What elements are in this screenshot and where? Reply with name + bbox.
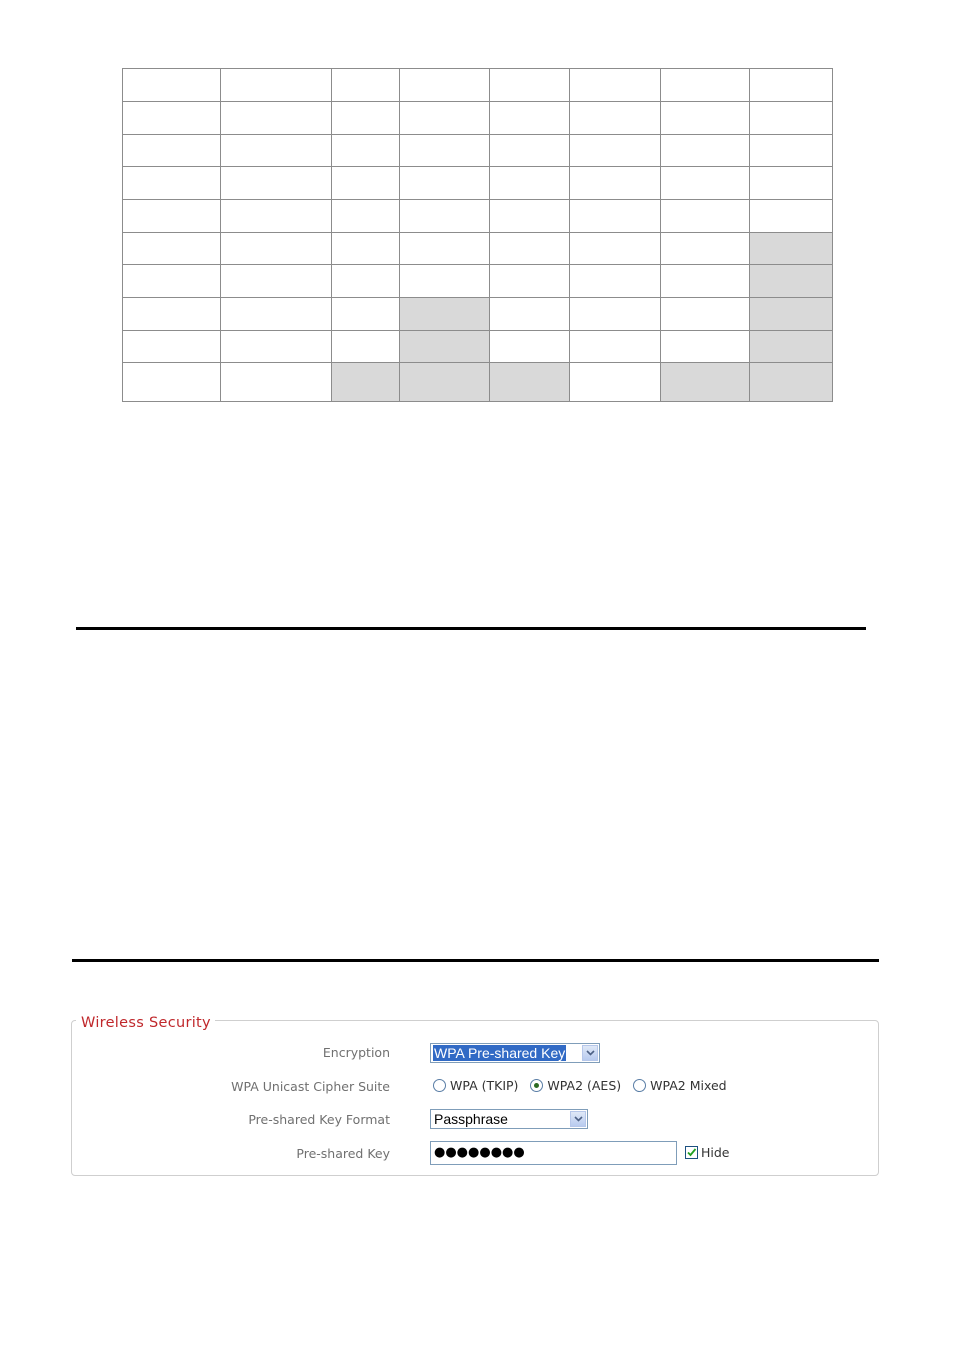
key-format-label: Pre-shared Key Format — [248, 1112, 390, 1127]
table-cell — [750, 135, 833, 167]
table-cell — [332, 298, 400, 331]
radio-button[interactable] — [433, 1079, 446, 1092]
table-cell — [400, 200, 490, 233]
table-cell — [750, 167, 833, 200]
table-cell — [123, 233, 221, 265]
table-row — [123, 298, 833, 331]
radio-label: WPA2 (AES) — [547, 1078, 622, 1093]
table-cell — [490, 298, 570, 331]
table-cell — [661, 102, 750, 135]
table-cell — [490, 265, 570, 298]
hide-checkbox[interactable] — [685, 1146, 698, 1159]
table-cell — [400, 69, 490, 102]
table-cell — [332, 135, 400, 167]
chevron-down-icon[interactable] — [570, 1111, 586, 1127]
table-cell — [332, 331, 400, 363]
radio-button[interactable] — [530, 1079, 543, 1092]
table-cell — [221, 265, 332, 298]
table-cell — [400, 331, 490, 363]
table-cell — [123, 135, 221, 167]
table-cell — [221, 363, 332, 402]
table-cell — [123, 363, 221, 402]
chevron-down-icon[interactable] — [582, 1045, 598, 1061]
table-cell — [570, 265, 661, 298]
table-row — [123, 167, 833, 200]
table-cell — [661, 331, 750, 363]
table-cell — [490, 102, 570, 135]
table-cell — [123, 102, 221, 135]
table-cell — [661, 135, 750, 167]
table-cell — [400, 135, 490, 167]
table-cell — [221, 200, 332, 233]
table-cell — [750, 265, 833, 298]
table-cell — [332, 265, 400, 298]
table-cell — [490, 200, 570, 233]
table-cell — [221, 233, 332, 265]
table-cell — [661, 363, 750, 402]
table-cell — [332, 102, 400, 135]
horizontal-rule-1 — [76, 627, 866, 630]
table-cell — [221, 102, 332, 135]
table-cell — [570, 298, 661, 331]
table-cell — [400, 167, 490, 200]
table-cell — [570, 233, 661, 265]
table-cell — [490, 167, 570, 200]
wireless-security-panel — [71, 1015, 879, 1176]
grid-table — [122, 68, 833, 402]
radio-button[interactable] — [633, 1079, 646, 1092]
table-cell — [570, 167, 661, 200]
table-cell — [221, 298, 332, 331]
table-cell — [123, 167, 221, 200]
cipher-suite-radio-group — [433, 1078, 735, 1095]
table-cell — [221, 135, 332, 167]
table-cell — [750, 363, 833, 402]
table-cell — [661, 298, 750, 331]
table-cell — [750, 102, 833, 135]
table-row — [123, 135, 833, 167]
table-cell — [123, 298, 221, 331]
table-cell — [123, 200, 221, 233]
cipher-suite-label: WPA Unicast Cipher Suite — [231, 1079, 390, 1094]
radio-option-wpa2-mixed[interactable] — [633, 1078, 726, 1093]
hide-checkbox-wrap[interactable] — [685, 1145, 730, 1160]
table-cell — [332, 363, 400, 402]
table-cell — [400, 233, 490, 265]
table-cell — [332, 233, 400, 265]
table-cell — [570, 200, 661, 233]
table-cell — [661, 200, 750, 233]
radio-label: WPA (TKIP) — [450, 1078, 519, 1093]
table-cell — [570, 69, 661, 102]
key-format-select[interactable] — [430, 1109, 588, 1129]
table-cell — [400, 265, 490, 298]
panel-title: Wireless Security — [76, 1015, 215, 1031]
table-cell — [490, 363, 570, 402]
table-cell — [221, 167, 332, 200]
table-cell — [490, 331, 570, 363]
table-cell — [661, 233, 750, 265]
table-cell — [570, 135, 661, 167]
table-cell — [570, 102, 661, 135]
table-cell — [332, 200, 400, 233]
radio-option-wpa2-aes[interactable] — [530, 1078, 621, 1093]
table-row — [123, 265, 833, 298]
table-cell — [661, 69, 750, 102]
table-row — [123, 69, 833, 102]
table-cell — [490, 233, 570, 265]
encryption-value: WPA Pre-shared Key — [434, 1045, 566, 1061]
table-cell — [332, 167, 400, 200]
table-cell — [570, 363, 661, 402]
table-cell — [123, 69, 221, 102]
table-cell — [570, 331, 661, 363]
table-row — [123, 200, 833, 233]
encryption-label: Encryption — [322, 1045, 390, 1060]
key-label: Pre-shared Key — [296, 1146, 390, 1161]
table-row — [123, 233, 833, 265]
table-cell — [750, 200, 833, 233]
radio-option-wpa-tkip[interactable] — [433, 1078, 518, 1093]
table-cell — [332, 69, 400, 102]
hide-label: Hide — [701, 1145, 730, 1160]
table-cell — [400, 102, 490, 135]
table-cell — [400, 298, 490, 331]
table-row — [123, 363, 833, 402]
table-cell — [750, 233, 833, 265]
table-cell — [750, 69, 833, 102]
table-cell — [661, 167, 750, 200]
table-cell — [750, 298, 833, 331]
horizontal-rule-2 — [72, 959, 879, 962]
pre-shared-key-input[interactable]: ●●●●●●●● — [430, 1141, 677, 1165]
table-row — [123, 331, 833, 363]
table-cell — [221, 69, 332, 102]
table-cell — [400, 363, 490, 402]
radio-label: WPA2 Mixed — [650, 1078, 727, 1093]
table-row — [123, 102, 833, 135]
table-cell — [490, 135, 570, 167]
encryption-select[interactable] — [430, 1043, 600, 1063]
table-cell — [123, 331, 221, 363]
table-cell — [750, 331, 833, 363]
key-format-value: Passphrase — [434, 1111, 508, 1127]
table-cell — [221, 331, 332, 363]
table-cell — [490, 69, 570, 102]
checkmark-icon — [688, 1149, 696, 1155]
table-cell — [661, 265, 750, 298]
table-cell — [123, 265, 221, 298]
